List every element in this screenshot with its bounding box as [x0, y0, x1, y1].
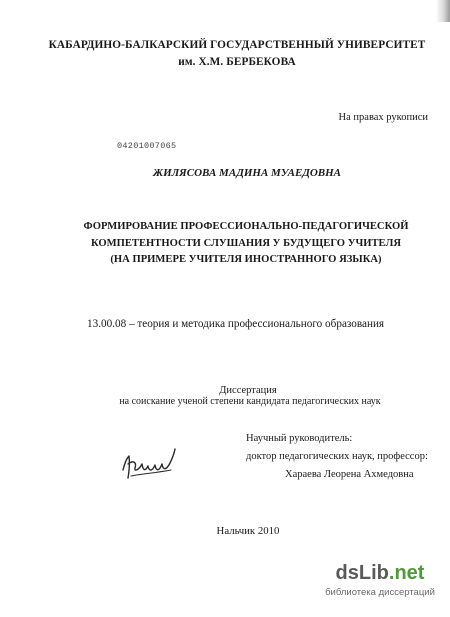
- specialty-code: 13.00.08 – теория и методика профессионального образования: [87, 318, 385, 330]
- author-name: ЖИЛЯСОВА МАДИНА МУАЕДОВНА: [152, 167, 342, 179]
- title-line: КОМПЕТЕНТНОСТИ СЛУШАНИЯ У БУДУЩЕГО УЧИТЕЛЯ: [90, 237, 402, 249]
- document-number: 04201007065: [117, 141, 177, 151]
- document-type: Диссертация: [219, 385, 277, 396]
- watermark-tagline: библиотека диссертаций: [325, 587, 435, 598]
- watermark-logo-suffix: .net: [388, 562, 425, 584]
- rights-notice: На правах рукописи: [338, 112, 428, 123]
- supervisor-block: [246, 430, 428, 484]
- university-header: [40, 37, 434, 71]
- signature-icon: [117, 440, 185, 488]
- watermark-logo: [322, 561, 438, 585]
- supervisor-name: Хараева Леорена Ахмедовна: [285, 469, 414, 480]
- title-line: ФОРМИРОВАНИЕ ПРОФЕССИОНАЛЬНО-ПЕДАГОГИЧЕСКОЙ: [83, 221, 409, 232]
- degree-sought: на соискание ученой степени кандидата педагогических наук: [119, 396, 381, 407]
- supervisor-label: Научный руководитель:: [246, 433, 353, 444]
- supervisor-degree: доктор педагогических наук, профессор:: [246, 451, 428, 462]
- scanned-page-edge: [436, 0, 450, 22]
- university-name: КАБАРДИНО-БАЛКАРСКИЙ ГОСУДАРСТВЕННЫЙ УНИВЕРСИТЕТ: [48, 39, 426, 51]
- watermark: [322, 561, 438, 607]
- title-line: (НА ПРИМЕРЕ УЧИТЕЛЯ ИНОСТРАННОГО ЯЗЫКА): [110, 254, 382, 265]
- university-honorific: им. Х.М. БЕРБЕКОВА: [178, 56, 296, 68]
- city-year: Нальчик 2010: [216, 525, 280, 537]
- watermark-logo-main: dsLib: [335, 562, 389, 584]
- dissertation-title: [36, 219, 450, 269]
